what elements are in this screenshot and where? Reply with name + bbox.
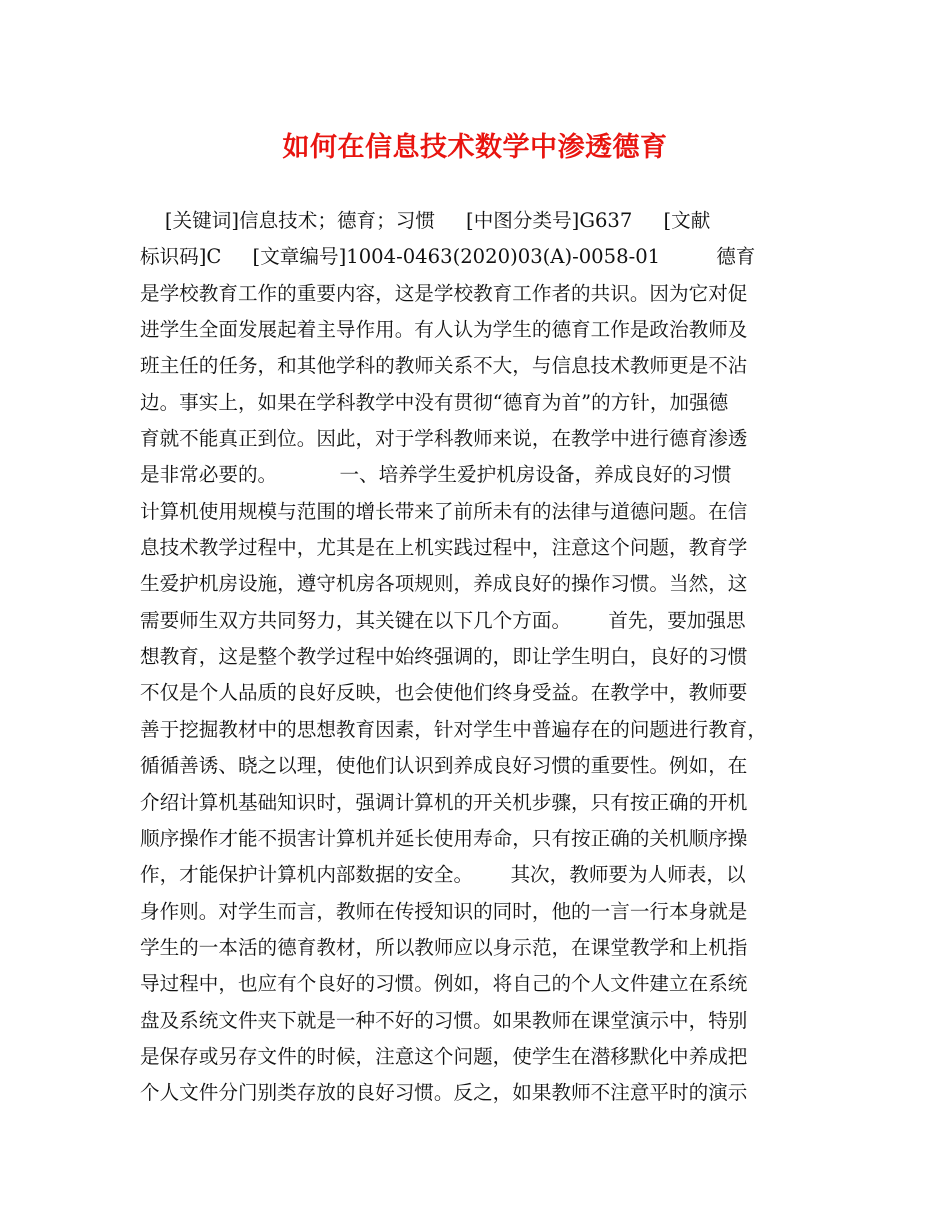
text-line: 班主任的任务，和其他学科的教师关系不大，与信息技术教师更是不沾 — [140, 354, 748, 378]
text-line: 善于挖掘教材中的思想教育因素，针对学生中普遍存在的问题进行教育， — [140, 717, 767, 741]
text-line: 身作则。对学生而言，教师在传授知识的同时，他的一言一行本身就是 — [140, 899, 748, 923]
text-line: 息技术教学过程中，尤其是在上机实践过程中，注意这个问题，教育学 — [140, 536, 748, 560]
text-line: [关键词]信息技术；德育；习惯 [中图分类号]G637 [文献 — [140, 209, 711, 232]
text-line: 边。事实上，如果在学科教学中没有贯彻“德育为首”的方针，加强德 — [140, 390, 729, 414]
text-line: 是保存或另存文件的时候，注意这个问题，使学生在潜移默化中养成把 — [140, 1044, 748, 1068]
text-line: 顺序操作才能不损害计算机并延长使用寿命，只有按正确的关机顺序操 — [140, 826, 748, 850]
text-line: 盘及系统文件夹下就是一种不好的习惯。如果教师在课堂演示中，特别 — [140, 1008, 748, 1032]
text-line: 是非常必要的。 一、培养学生爱护机房设备，养成良好的习惯 — [140, 463, 732, 487]
text-line: 学生的一本活的德育教材，所以教师应以身示范，在课堂教学和上机指 — [140, 935, 748, 959]
text-line: 进学生全面发展起着主导作用。有人认为学生的德育工作是政治教师及 — [140, 318, 748, 342]
text-line: 导过程中，也应有个良好的习惯。例如，将自己的个人文件建立在系统 — [140, 972, 748, 996]
text-line: 个人文件分门别类存放的良好习惯。反之，如果教师不注意平时的演示 — [140, 1081, 748, 1105]
text-line: 作，才能保护计算机内部数据的安全。 其次，教师要为人师表，以 — [140, 863, 746, 887]
text-line: 标识码]C [文章编号]1004-0463(2020)03(A)-0058-01 德育 — [140, 245, 756, 269]
text-line: 是学校教育工作的重要内容，这是学校教育工作者的共识。因为它对促 — [140, 281, 748, 305]
text-line: 计算机使用规模与范围的增长带来了前所未有的法律与道德问题。在信 — [140, 499, 748, 523]
text-line: 想教育，这是整个教学过程中始终强调的，即让学生明白，良好的习惯 — [140, 645, 748, 669]
document-body — [140, 203, 830, 1112]
text-line: 不仅是个人品质的良好反映，也会使他们终身受益。在教学中，教师要 — [140, 681, 748, 705]
document-title: 如何在信息技术数学中渗透德育 — [282, 132, 668, 163]
text-line: 循循善诱、晓之以理，使他们认识到养成良好习惯的重要性。例如，在 — [140, 754, 748, 778]
text-line: 育就不能真正到位。因此，对于学科教师来说，在教学中进行德育渗透 — [140, 427, 748, 451]
text-line: 介绍计算机基础知识时，强调计算机的开关机步骤，只有按正确的开机 — [140, 790, 748, 814]
text-line: 生爱护机房设施，遵守机房各项规则，养成良好的操作习惯。当然，这 — [140, 572, 748, 596]
text-line: 需要师生双方共同努力，其关键在以下几个方面。 首先，要加强思 — [140, 608, 746, 632]
